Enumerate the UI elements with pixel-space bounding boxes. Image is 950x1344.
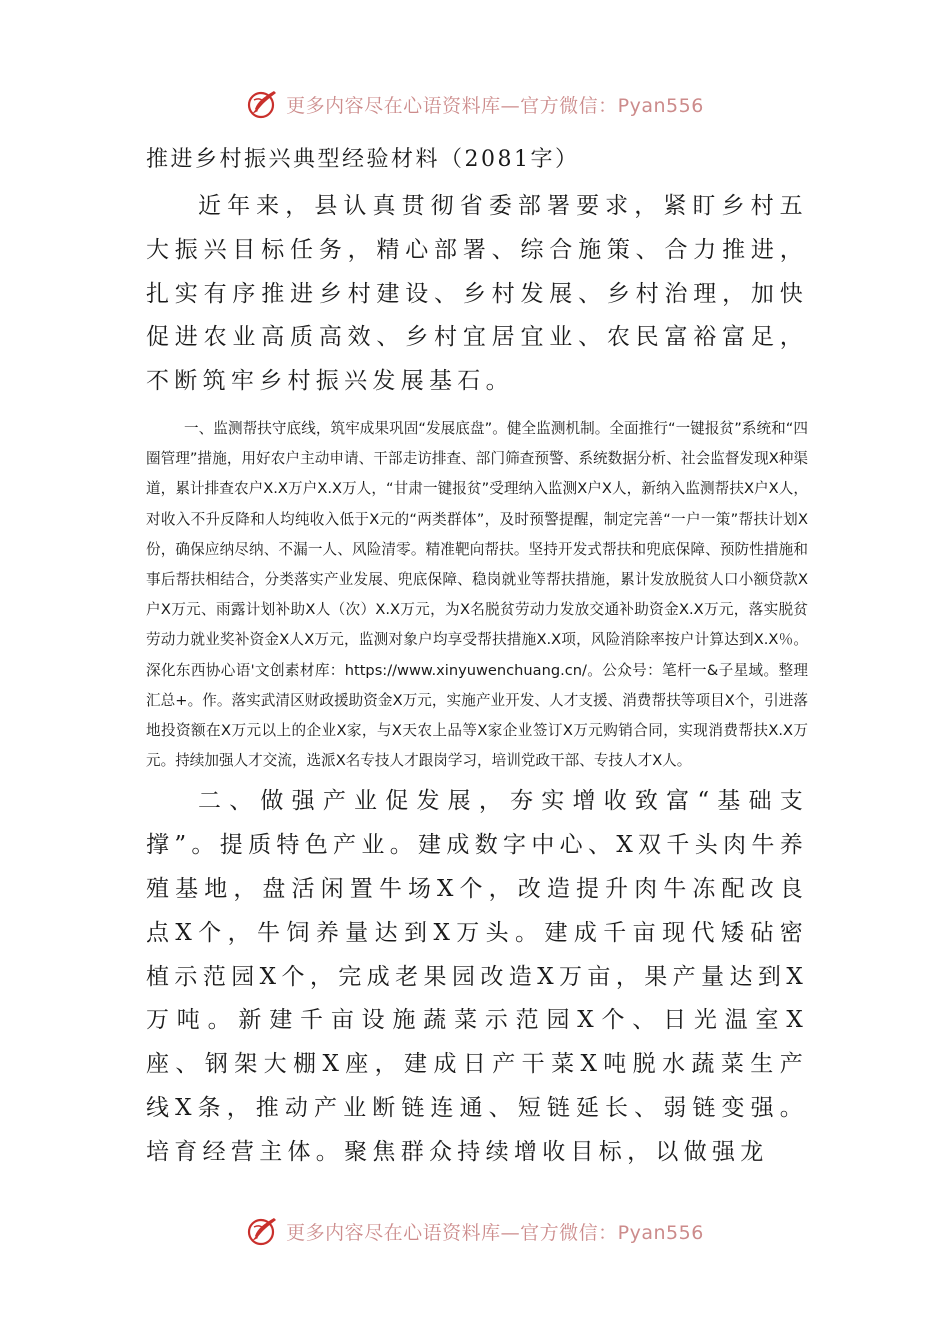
watermark-handle: Pyan556 [617, 94, 704, 117]
watermark-header [0, 84, 950, 124]
watermark-footer [0, 1211, 950, 1251]
pen-logo-icon [246, 1214, 280, 1248]
watermark-handle: Pyan556 [617, 1221, 704, 1244]
watermark-text: 更多内容尽在心语资料库—官方微信： [286, 94, 618, 117]
document-body [146, 140, 808, 1175]
watermark-text: 更多内容尽在心语资料库—官方微信： [286, 1221, 618, 1244]
document-title: 推进乡村振兴典型经验材料（2081字） [146, 147, 580, 172]
pen-logo-icon [246, 87, 280, 121]
paragraph-intro: 近年来，县认真贯彻省委部署要求，紧盯乡村五大振兴目标任务，精心部署、综合施策、合力推进，扎实有序推进乡村建设、乡村发展、乡村治理，加快促进农业高质高效、乡村宜居宜业、农民富裕富足，不断筑牢乡村振兴发展基石。 [146, 193, 808, 395]
paragraph-section-two: 二、做强产业促发展，夯实增收致富“基础支撑”。提质特色产业。建成数字中心、X双千头肉牛养殖基地，盘活闲置牛场X个，改造提升肉牛冻配改良点X个，牛饲养量达到X万头。建成千亩现代矮砧密植示范园X个，完成老果园改造X万亩，果产量达到X万吨。新建千亩设施蔬菜示范园X个、日光温室X座、钢架大棚X座，建成日产干菜X吨脱水蔬菜生产线X条，推动产业断链连通、短链延长、弱链变强。培育经营主体。聚焦群众持续增收目标，以做强龙 [146, 788, 808, 1165]
paragraph-section-one: 一、监测帮扶守底线，筑牢成果巩固“发展底盘”。健全监测机制。全面推行“一键报贫”系统和“四圈管理”措施，用好农户主动申请、干部走访排查、部门筛查预警、系统数据分析、社会监督发现X种渠道，累计排查农户X.X万户X.X万人，“甘肃一键报贫”受理纳入监测X户X人，新纳入监测帮扶X户X人，对收入不升反降和人均纯收入低于X元的“两类群体”，及时预警提醒，制定完善“一户一策”帮扶计划X份，确保应纳尽纳、不漏一人、风险清零。精准靶向帮扶。坚持开发式帮扶和兜底保障、预防性措施和事后帮扶相结合，分类落实产业发展、兜底保障、稳岗就业等帮扶措施，累计发放脱贫人口小额贷款X户X万元、雨露计划补助X人（次）X.X万元，为X名脱贫劳动力发放交通补助资金X.X万元，落实脱贫劳动力就业奖补资金X人X万元，监测对象户均享受帮扶措施X.X项，风险消除率按户计算达到X.X％。深化东西协心语'文创素材库：https://www.xinyuwenchuang.cn/。公众号：笔杆一&子星域。整理汇总+。作。落实武清区财政援助资金X万元，实施产业开发、人才支援、消费帮扶等项目X个，引进落地投资额在X万元以上的企业X家，与X天农上品等X家企业签订X万元购销合同，实现消费帮扶X.X万元。持续加强人才交流，选派X名专技人才跟岗学习，培训党政干部、专技人才X人。 [146, 419, 808, 770]
